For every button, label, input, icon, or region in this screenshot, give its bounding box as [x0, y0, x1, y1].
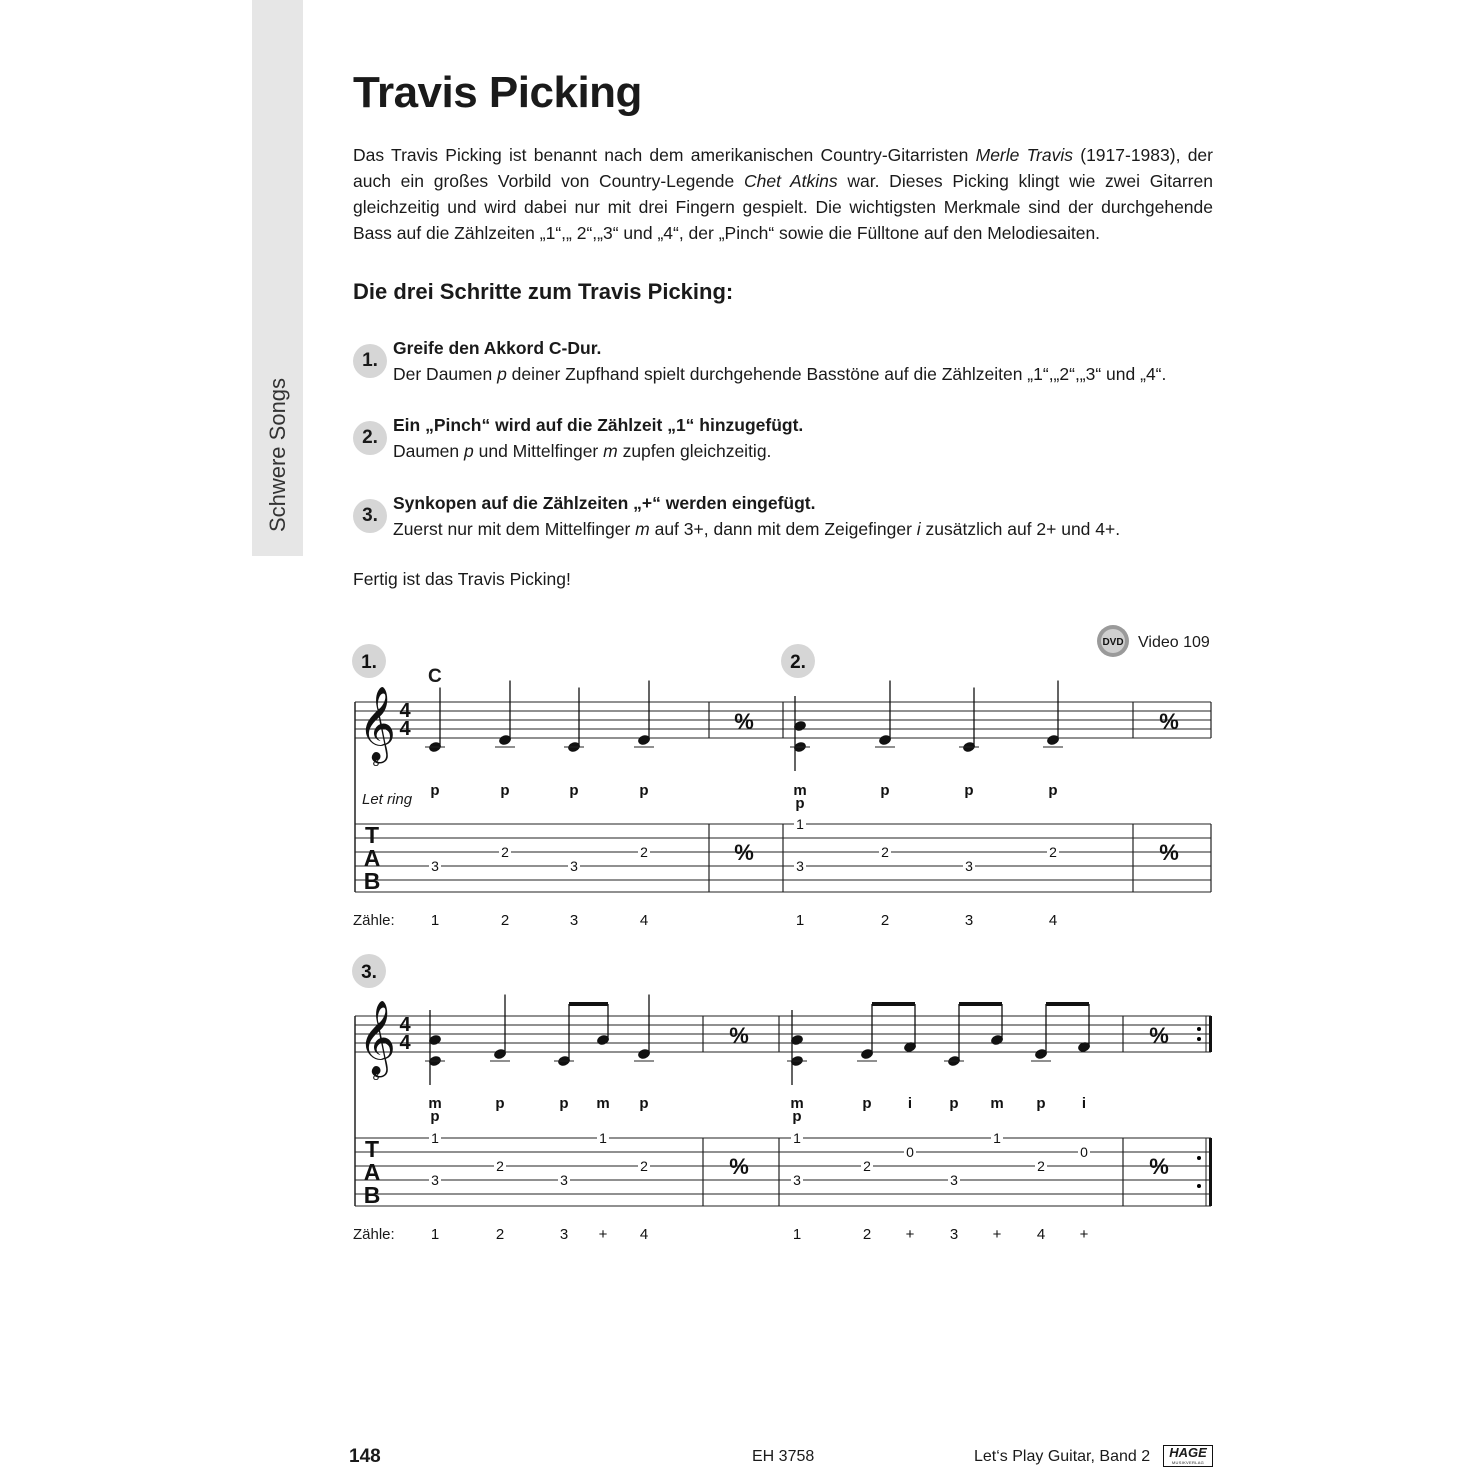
chord-label: C [428, 666, 442, 687]
count-number: 2 [500, 912, 510, 929]
repeat-dot [1197, 1037, 1201, 1041]
step-number-badge: 1. [353, 344, 387, 378]
count-number: 4 [1036, 1226, 1046, 1243]
finger-label: p [559, 1095, 569, 1112]
dvd-icon [1097, 625, 1129, 657]
finger-label: i [907, 1095, 913, 1112]
video-label: Video 109 [1138, 634, 1210, 651]
tab-fret-number: 1 [793, 1130, 801, 1146]
measure-repeat-icon: % [734, 840, 754, 865]
finger-label: p [792, 1108, 802, 1125]
count-number: 4 [1048, 912, 1058, 929]
tab-fret-number: 1 [431, 1130, 439, 1146]
tab-clef-letter: T [364, 1136, 380, 1162]
finger-label: p [795, 795, 805, 812]
publisher-name: HAGE [1169, 1445, 1207, 1460]
final-text: Fertig ist das Travis Picking! [353, 569, 571, 589]
count-number: 1 [795, 912, 805, 929]
step-description: Daumen p und Mittelfinger m zupfen gleichzeitig. [393, 441, 772, 461]
tab-fret-number: 0 [1080, 1144, 1088, 1160]
steps-heading: Die drei Schritte zum Travis Picking: [353, 279, 734, 304]
measure-repeat-icon: % [729, 1154, 749, 1179]
let-ring-label: Let ring [362, 791, 413, 808]
tab-fret-number: 3 [570, 858, 578, 874]
tab-fret-number: 2 [1037, 1158, 1045, 1174]
page-title: Travis Picking [353, 68, 642, 117]
book-title: Let‘s Play Guitar, Band 2 [974, 1448, 1151, 1465]
final-barline-thick [1209, 1138, 1212, 1206]
name-merle-travis: Merle Travis [975, 145, 1073, 165]
tab-fret-number: 2 [496, 1158, 504, 1174]
step-description: Zuerst nur mit dem Mittelfinger m auf 3+, dann mit dem Zeigefinger i zusätzlich auf 2+ und 4+. [393, 519, 1121, 539]
tab-fret-number: 2 [881, 844, 889, 860]
tab-fret-number: 1 [599, 1130, 607, 1146]
tab-fret-number: 3 [431, 1172, 439, 1188]
tab-fret-number: 3 [560, 1172, 568, 1188]
tab-clef-letter: B [363, 868, 381, 894]
repeat-dot [1197, 1027, 1201, 1031]
count-number: 3 [964, 912, 974, 929]
step-title: Synkopen auf die Zählzeiten „+“ werden eingefügt. [393, 493, 816, 513]
finger-label: m [428, 1095, 442, 1112]
time-signature-top: 4 [399, 700, 411, 722]
time-signature-top: 4 [399, 1014, 411, 1036]
count-number: 4 [639, 1226, 649, 1243]
tab-fret-number: 3 [431, 858, 439, 874]
tab-fret-number: 2 [640, 844, 648, 860]
finger-label: p [569, 782, 579, 799]
finger-label: m [596, 1095, 610, 1112]
count-number: 2 [880, 912, 890, 929]
finger-label: p [500, 782, 510, 799]
repeat-dot [1197, 1184, 1201, 1188]
finger-label: p [880, 782, 890, 799]
step-description: Der Daumen p deiner Zupfhand spielt durchgehende Basstöne auf die Zählzeiten „1“,„2“,„3“ und „4“. [393, 364, 1167, 384]
side-tab-label: Schwere Songs [265, 377, 290, 533]
measure-repeat-icon: % [1159, 840, 1179, 865]
repeat-dot [1197, 1156, 1201, 1160]
finger-label: p [430, 1108, 440, 1125]
count-number: + [905, 1226, 915, 1243]
tab-fret-number: 2 [640, 1158, 648, 1174]
count-label: Zähle: [353, 1226, 395, 1243]
measure-repeat-icon: % [1149, 1023, 1169, 1048]
tab-fret-number: 3 [965, 858, 973, 874]
treble-clef-icon: 𝄞 [358, 687, 396, 759]
count-number: + [1079, 1226, 1089, 1243]
count-number: + [598, 1226, 608, 1243]
finger-label: m [793, 782, 807, 799]
tab-fret-number: 3 [950, 1172, 958, 1188]
finger-label: p [862, 1095, 872, 1112]
clef-octave-label: 8 [372, 755, 380, 769]
dvd-badge-text: DVD [1102, 637, 1124, 648]
intro-paragraph: Das Travis Picking ist benannt nach dem amerikanischen Country-Gitarristen Merle Travis (1917-1983), der auch ein großes Vorbild von Country-Legende Chet Atkins war. Dieses Picking klingt wie zwei Gitarren gleichzeitig und wird dabei nur mit drei Fingern gespielt. Die wichtigsten Merkmale sind der durchgehende Bass auf die Zählzeiten „1“,„ 2“,„3“ und „4“, der „Pinch“ sowie die Fülltone auf den Melodiesaiten. [353, 145, 1213, 243]
count-number: 2 [495, 1226, 505, 1243]
measure-repeat-icon: % [1159, 709, 1179, 734]
finger-label: p [639, 782, 649, 799]
count-number: 3 [949, 1226, 959, 1243]
tab-clef-letter: B [363, 1182, 381, 1208]
count-number: 4 [639, 912, 649, 929]
finger-label: m [990, 1095, 1004, 1112]
clef-octave-label: 8 [372, 1069, 380, 1083]
count-number: 1 [430, 1226, 440, 1243]
treble-clef-icon: 𝄞 [358, 1001, 396, 1073]
name-chet-atkins: Chet Atkins [743, 171, 838, 191]
publisher-logo [1163, 1445, 1213, 1467]
measure-repeat-icon: % [1149, 1154, 1169, 1179]
finger-label: p [495, 1095, 505, 1112]
count-number: + [992, 1226, 1002, 1243]
finger-label: p [964, 782, 974, 799]
count-number: 1 [430, 912, 440, 929]
tab-clef-letter: A [363, 845, 381, 871]
tab-fret-number: 1 [993, 1130, 1001, 1146]
step-title: Ein „Pinch“ wird auf die Zählzeit „1“ hinzugefügt. [393, 415, 804, 435]
count-number: 1 [792, 1226, 802, 1243]
tab-fret-number: 0 [906, 1144, 914, 1160]
step-number-badge: 3. [353, 499, 387, 533]
system-label: 1. [361, 652, 377, 673]
finger-label: p [639, 1095, 649, 1112]
publisher-subtitle: MUSIKVERLAG [1171, 1460, 1205, 1465]
page-number: 148 [349, 1446, 381, 1467]
tab-fret-number: 3 [793, 1172, 801, 1188]
finger-label: p [949, 1095, 959, 1112]
time-signature-bottom: 4 [399, 718, 411, 740]
count-number: 3 [559, 1226, 569, 1243]
system-label: 3. [361, 962, 377, 983]
measure-repeat-icon: % [734, 709, 754, 734]
time-signature-bottom: 4 [399, 1032, 411, 1054]
finger-label: i [1081, 1095, 1087, 1112]
tab-fret-number: 1 [796, 816, 804, 832]
finger-label: p [1036, 1095, 1046, 1112]
step-number-badge: 2. [353, 421, 387, 455]
count-number: 2 [862, 1226, 872, 1243]
system-label: 2. [790, 652, 806, 673]
finger-label: p [1048, 782, 1058, 799]
catalog-code: EH 3758 [752, 1448, 815, 1465]
final-barline-thick [1209, 1016, 1212, 1052]
measure-repeat-icon: % [729, 1023, 749, 1048]
tab-fret-number: 2 [1049, 844, 1057, 860]
count-label: Zähle: [353, 912, 395, 929]
count-number: 3 [569, 912, 579, 929]
tab-clef-letter: A [363, 1159, 381, 1185]
tab-clef-letter: T [364, 822, 380, 848]
step-title: Greife den Akkord C-Dur. [393, 338, 602, 358]
finger-label: p [430, 782, 440, 799]
finger-label: m [790, 1095, 804, 1112]
tab-fret-number: 3 [796, 858, 804, 874]
tab-fret-number: 2 [501, 844, 509, 860]
tab-fret-number: 2 [863, 1158, 871, 1174]
